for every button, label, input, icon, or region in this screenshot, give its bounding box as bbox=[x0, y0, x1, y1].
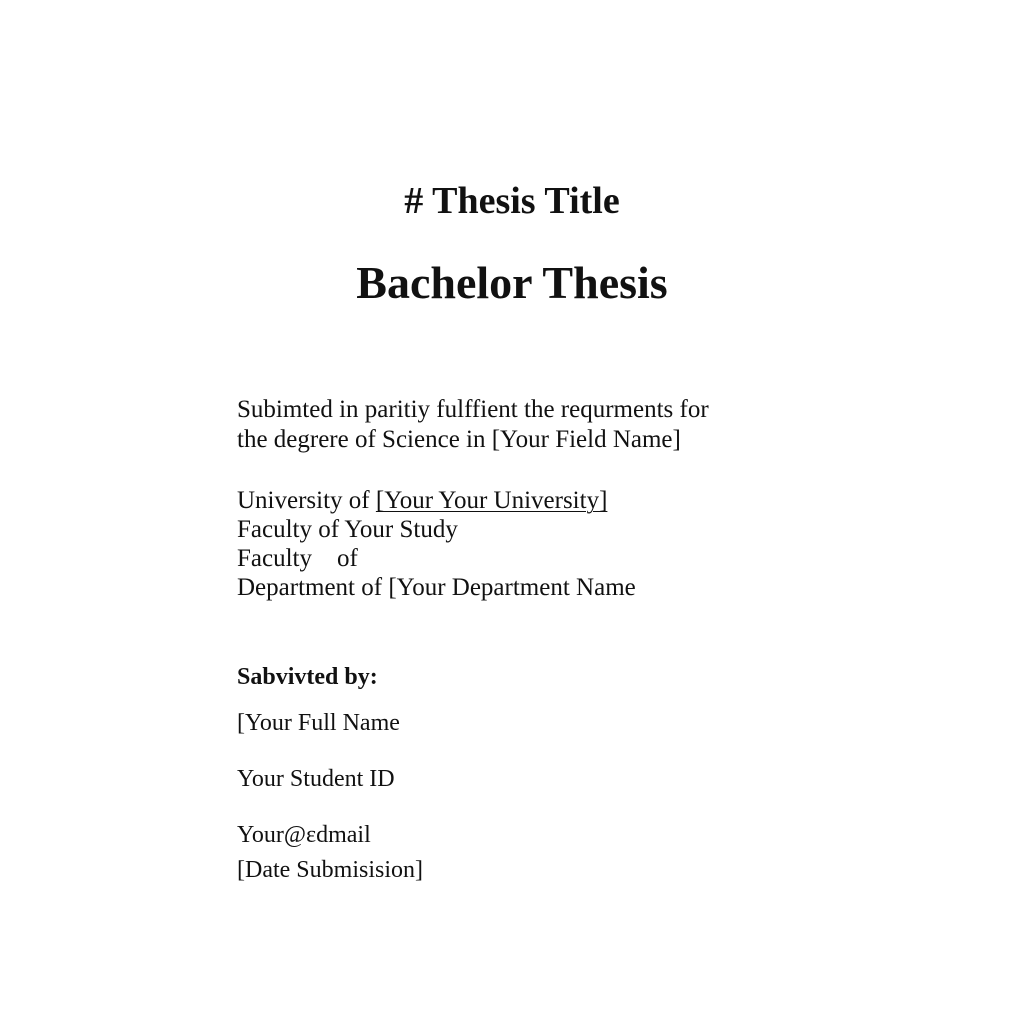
submitted-by-label: Sabvivted by: bbox=[237, 664, 378, 690]
submission-statement bbox=[237, 395, 709, 455]
faculty-line-2: Faculty of bbox=[237, 545, 358, 572]
submission-date: [Date Submisision] bbox=[237, 857, 423, 883]
university-line bbox=[237, 486, 636, 515]
author-name: [Your Full Name bbox=[237, 710, 400, 736]
submission-line-1: Subimted in paritiy fulffient the requrments for bbox=[237, 396, 709, 423]
faculty-line: Faculty of Your Study bbox=[237, 516, 458, 543]
university-prefix: University of bbox=[237, 487, 376, 514]
affiliation-block bbox=[237, 486, 636, 602]
author-email: Your@ɛdmail bbox=[237, 822, 371, 848]
thesis-type-heading: Bachelor Thesis bbox=[356, 257, 668, 308]
thesis-title: # Thesis Title bbox=[404, 180, 620, 222]
department-line: Department of [Your Department Name bbox=[237, 574, 636, 601]
student-id: Your Student ID bbox=[237, 766, 395, 792]
submission-line-2: the degrere of Science in [Your Field Name] bbox=[237, 426, 681, 453]
university-name: [Your Your University] bbox=[375, 487, 608, 514]
